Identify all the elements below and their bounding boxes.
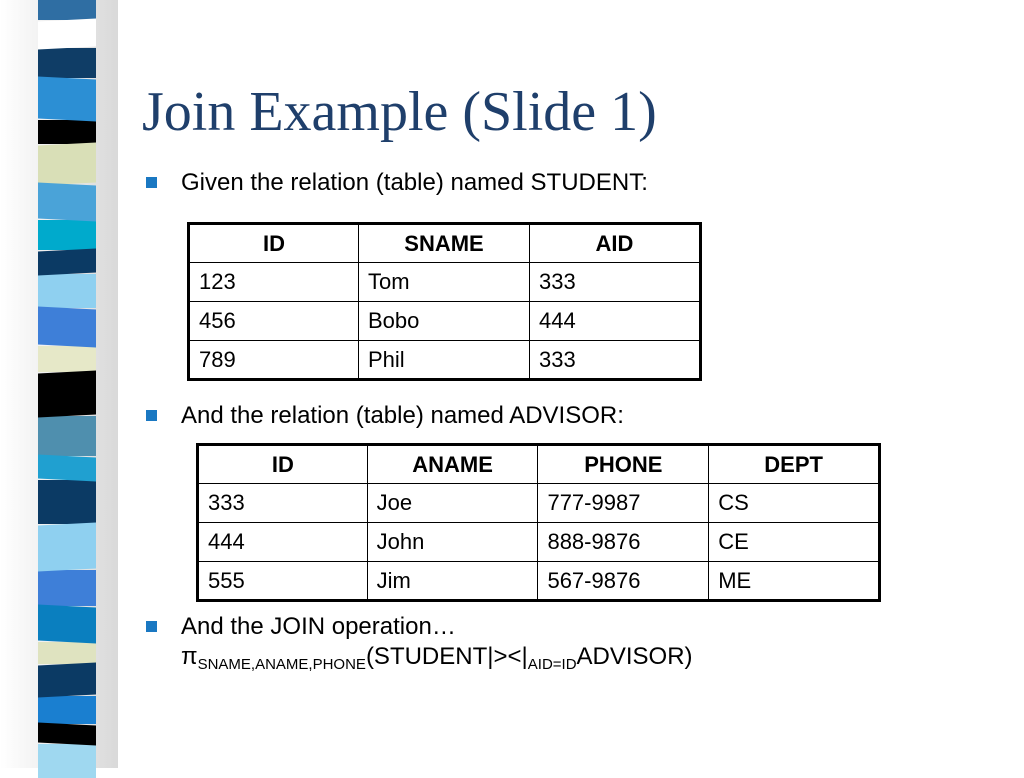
projection-symbol: π [181, 643, 198, 670]
decorative-stripe [38, 142, 96, 185]
student-cell: Phil [359, 341, 530, 380]
bullet-3-text: And the JOIN operation… [181, 613, 456, 640]
join-condition: AID=ID [527, 656, 577, 673]
advisor-col-phone: PHONE [538, 445, 709, 484]
decorative-stripe [38, 744, 96, 778]
student-cell: 333 [530, 263, 701, 302]
decorative-stripe [38, 120, 96, 144]
join-formula [181, 642, 693, 680]
decorative-stripe [38, 454, 96, 481]
table-row [198, 523, 880, 562]
student-cell: 444 [530, 302, 701, 341]
student-cell: Bobo [359, 302, 530, 341]
square-bullet-icon [146, 177, 157, 188]
decorative-stripe [38, 0, 96, 20]
decorative-stripe [38, 18, 96, 49]
square-bullet-icon [146, 621, 157, 632]
table-row [189, 263, 701, 302]
advisor-cell: Jim [367, 562, 538, 601]
decorative-stripe [38, 722, 96, 745]
student-cell: Tom [359, 263, 530, 302]
advisor-cell: CS [709, 484, 880, 523]
advisor-cell: 333 [198, 484, 368, 523]
student-cell: 123 [189, 263, 359, 302]
advisor-cell: 777-9987 [538, 484, 709, 523]
projection-attributes: SNAME,ANAME,PHONE [197, 656, 366, 673]
bullet-3-content [181, 612, 693, 680]
advisor-cell: CE [709, 523, 880, 562]
table-row [198, 484, 880, 523]
student-table [187, 222, 702, 381]
decorative-stripe [38, 220, 96, 250]
table-row [189, 302, 701, 341]
side-decoration [0, 0, 118, 768]
bullet-3 [146, 612, 693, 680]
advisor-cell: 555 [198, 562, 368, 601]
decorative-stripe [38, 370, 96, 417]
advisor-cell: 567-9876 [538, 562, 709, 601]
advisor-cell: Joe [367, 484, 538, 523]
decorative-stripe [38, 570, 96, 606]
join-left: (STUDENT|><| [365, 643, 528, 670]
advisor-table [196, 443, 881, 602]
student-cell: 333 [530, 341, 701, 380]
square-bullet-icon [146, 410, 157, 421]
decorative-stripe [38, 662, 96, 697]
bullet-2 [146, 401, 624, 431]
slide-title: Join Example (Slide 1) [142, 81, 657, 143]
decorative-stripe [38, 480, 96, 524]
student-col-sname: SNAME [359, 224, 530, 263]
student-cell: 789 [189, 341, 359, 380]
decorative-stripe [38, 346, 96, 372]
join-right: ADVISOR) [576, 643, 693, 670]
decorative-stripe [38, 274, 96, 308]
bullet-2-text: And the relation (table) named ADVISOR: [181, 402, 624, 429]
bullet-1 [146, 168, 648, 198]
advisor-header-row [198, 445, 880, 484]
advisor-cell: John [367, 523, 538, 562]
decorative-stripe [38, 48, 96, 78]
decorative-stripe [38, 604, 96, 643]
student-col-id: ID [189, 224, 359, 263]
advisor-col-dept: DEPT [709, 445, 880, 484]
advisor-col-id: ID [198, 445, 368, 484]
student-header-row [189, 224, 701, 263]
advisor-cell: ME [709, 562, 880, 601]
decorative-stripe [38, 182, 96, 221]
student-cell: 456 [189, 302, 359, 341]
decorative-stripe [38, 416, 96, 456]
advisor-cell: 444 [198, 523, 368, 562]
table-row [198, 562, 880, 601]
decorative-stripe [38, 76, 96, 121]
decorative-stripe [38, 642, 96, 664]
bullet-1-text: Given the relation (table) named STUDENT: [181, 169, 648, 196]
advisor-cell: 888-9876 [538, 523, 709, 562]
decorative-stripes [38, 0, 96, 768]
advisor-col-aname: ANAME [367, 445, 538, 484]
student-col-aid: AID [530, 224, 701, 263]
decorative-stripe [38, 306, 96, 347]
decorative-stripe [38, 696, 96, 724]
decorative-stripe [38, 522, 96, 571]
table-row [189, 341, 701, 380]
decorative-stripe [38, 248, 96, 275]
